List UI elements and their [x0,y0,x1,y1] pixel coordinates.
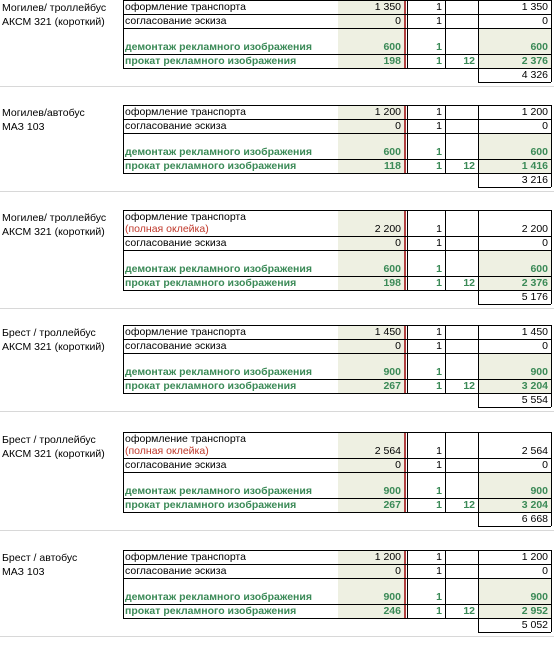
price-qty-divider [404,105,406,173]
rent-qty: 1 [436,605,442,617]
rent-price: 267 [383,499,401,511]
rent-total: 3 204 [521,499,548,511]
block-sum: 5 176 [521,291,548,303]
approval-qty: 1 [436,237,442,249]
city-line: Могилев/ троллейбус [2,2,107,14]
grid-line [0,636,554,637]
approval-label: согласование эскиза [125,237,227,249]
design-label: оформление транспорта [125,106,246,118]
dismantle-price: 900 [383,366,401,378]
rent-qty: 1 [436,55,442,67]
rent-label: прокат рекламного изображения [125,380,297,392]
approval-total: 0 [542,120,548,132]
rent-months: 12 [463,160,475,172]
approval-total: 0 [542,237,548,249]
grid-line [0,191,554,192]
dismantle-qty: 1 [436,591,442,603]
approval-total: 0 [542,15,548,27]
sum-bottom-border [478,82,551,83]
design-price: 1 450 [374,326,401,338]
dismantle-qty: 1 [436,263,442,275]
rent-label: прокат рекламного изображения [125,160,297,172]
dismantle-label: демонтаж рекламного изображения [125,485,312,497]
rent-qty: 1 [436,277,442,289]
approval-qty: 1 [436,120,442,132]
city-line: Брест / троллейбус [2,327,96,339]
sum-bottom-border [478,407,551,408]
design-total: 1 200 [521,106,548,118]
approval-price: 0 [395,565,401,577]
dismantle-total: 600 [530,263,548,275]
rent-qty: 1 [436,160,442,172]
total-right-border [551,432,552,526]
design-price: 2 200 [374,223,401,235]
dismantle-label: демонтаж рекламного изображения [125,263,312,275]
city-line: Брест / автобус [2,552,78,564]
rent-price: 198 [383,55,401,67]
approval-price: 0 [395,15,401,27]
dismantle-price: 600 [383,41,401,53]
block-city-label [0,106,121,136]
approval-price: 0 [395,120,401,132]
rent-total: 1 416 [521,160,548,172]
row-border [123,28,551,29]
rent-label: прокат рекламного изображения [125,605,297,617]
city-line: Могилев/автобус [2,107,85,119]
design-label: оформление транспорта [125,211,246,223]
rent-total: 3 204 [521,380,548,392]
design-label: оформление транспорта [125,551,246,563]
design-qty: 1 [436,551,442,563]
design-price: 1 200 [374,551,401,563]
design-qty: 1 [436,445,442,457]
design-total: 1 450 [521,326,548,338]
block-sum: 3 216 [521,174,548,186]
dismantle-label: демонтаж рекламного изображения [125,591,312,603]
total-right-border [551,325,552,407]
grid-line [0,86,554,87]
block-sum: 5 052 [521,619,548,631]
design-label: оформление транспорта [125,433,246,445]
block-city-label [0,326,121,356]
approval-total: 0 [542,340,548,352]
grid-line [0,411,554,412]
total-right-border [551,210,552,304]
sum-bottom-border [478,304,551,305]
row-border [123,578,551,579]
block-sum: 4 326 [521,69,548,81]
grid-line [0,308,554,309]
row-border [123,250,551,251]
design-price: 1 350 [374,1,401,13]
design-price: 2 564 [374,445,401,457]
rent-label: прокат рекламного изображения [125,499,297,511]
design-total: 2 200 [521,223,548,235]
rent-price: 267 [383,380,401,392]
approval-qty: 1 [436,459,442,471]
rent-total: 2 952 [521,605,548,617]
approval-label: согласование эскиза [125,565,227,577]
rent-total: 2 376 [521,277,548,289]
design-total: 2 564 [521,445,548,457]
dismantle-total: 600 [530,146,548,158]
approval-total: 0 [542,565,548,577]
block-city-label [0,1,121,31]
rent-label: прокат рекламного изображения [125,55,297,67]
block-city-label [0,551,121,581]
approval-label: согласование эскиза [125,120,227,132]
dismantle-qty: 1 [436,146,442,158]
dismantle-label: демонтаж рекламного изображения [125,41,312,53]
design-label: оформление транспорта [125,326,246,338]
approval-qty: 1 [436,565,442,577]
price-qty-divider [404,550,406,618]
rent-price: 246 [383,605,401,617]
design-qty: 1 [436,223,442,235]
city-line: АКСМ 321 (короткий) [2,16,105,28]
total-right-border [551,105,552,187]
price-qty-divider [404,325,406,393]
dismantle-price: 600 [383,146,401,158]
approval-price: 0 [395,459,401,471]
sum-bottom-border [478,632,551,633]
approval-label: согласование эскиза [125,15,227,27]
dismantle-label: демонтаж рекламного изображения [125,146,312,158]
approval-price: 0 [395,340,401,352]
approval-label: согласование эскиза [125,340,227,352]
design-price: 1 200 [374,106,401,118]
design-label: оформление транспорта [125,1,246,13]
approval-qty: 1 [436,15,442,27]
sum-bottom-border [478,526,551,527]
approval-label: согласование эскиза [125,459,227,471]
design-qty: 1 [436,106,442,118]
rent-qty: 1 [436,499,442,511]
design-qty: 1 [436,326,442,338]
row-border [123,353,551,354]
rent-months: 12 [463,605,475,617]
city-line: Брест / троллейбус [2,434,96,446]
rent-months: 12 [463,55,475,67]
dismantle-total: 900 [530,366,548,378]
sum-bottom-border [478,187,551,188]
city-line: АКСМ 321 (короткий) [2,226,105,238]
row-border [123,133,551,134]
approval-total: 0 [542,459,548,471]
rent-total: 2 376 [521,55,548,67]
city-line: МАЗ 103 [2,566,45,578]
rent-months: 12 [463,277,475,289]
dismantle-qty: 1 [436,485,442,497]
approval-qty: 1 [436,340,442,352]
dismantle-price: 600 [383,263,401,275]
rent-price: 118 [384,160,401,172]
dismantle-qty: 1 [436,366,442,378]
city-line: АКСМ 321 (короткий) [2,448,105,460]
rent-price: 198 [383,277,401,289]
dismantle-total: 900 [530,591,548,603]
city-line: МАЗ 103 [2,121,45,133]
design-extra-label: (полная оклейка) [125,223,209,235]
row-border [123,472,551,473]
total-right-border [551,0,552,82]
rent-months: 12 [463,499,475,511]
city-line: Могилев/ троллейбус [2,212,107,224]
dismantle-price: 900 [383,591,401,603]
price-qty-divider [404,0,406,68]
total-right-border [551,550,552,632]
dismantle-total: 600 [530,41,548,53]
rent-label: прокат рекламного изображения [125,277,297,289]
design-total: 1 200 [521,551,548,563]
dismantle-total: 900 [530,485,548,497]
approval-price: 0 [395,237,401,249]
block-sum: 6 668 [521,513,548,525]
design-total: 1 350 [521,1,548,13]
design-qty: 1 [436,1,442,13]
dismantle-price: 900 [383,485,401,497]
dismantle-qty: 1 [436,41,442,53]
block-sum: 5 554 [521,394,548,406]
block-city-label [0,211,121,241]
grid-line [0,530,554,531]
rent-months: 12 [463,380,475,392]
city-line: АКСМ 321 (короткий) [2,341,105,353]
block-city-label [0,433,121,463]
design-extra-label: (полная оклейка) [125,445,209,457]
dismantle-label: демонтаж рекламного изображения [125,366,312,378]
rent-qty: 1 [436,380,442,392]
